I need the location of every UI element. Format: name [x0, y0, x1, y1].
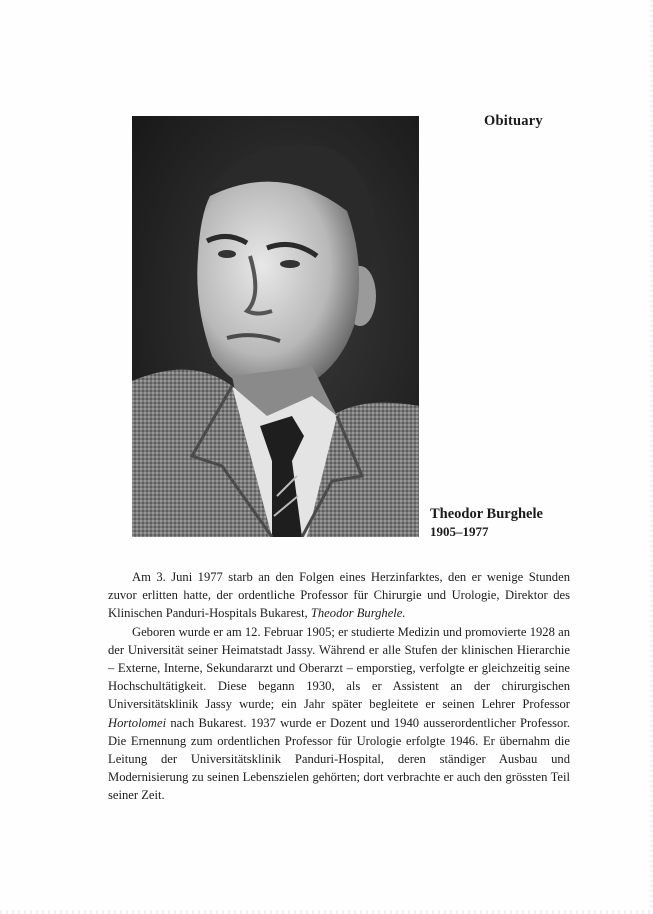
- obituary-body: [108, 568, 570, 805]
- caption-name: Theodor Burghele: [430, 506, 543, 522]
- paragraph-text: Am 3. Juni 1977 starb an den Folgen eines Herzinfarktes, den er wenige Stunden zuvor erlitten hatte, der ordentliche Professor für Chirurgie und Urologie, Direktor des Klinischen Panduri-Hospitals Bukarest,: [108, 570, 570, 621]
- portrait-photo-icon: [132, 116, 419, 537]
- paragraph: [108, 568, 570, 623]
- paragraph: [108, 623, 570, 805]
- paragraph-text: Geboren wurde er am 12. Februar 1905; er studierte Medizin und promovierte 1928 an der Universität seiner Heimatstadt Jassy. Während er alle Stufen der klinischen Hierarchie – Externe, Interne, Sekundararzt und Oberarzt – emporstieg, verfolgte er gleichzeitig seine Hochschultätigkeit. Diese begann 1930, als er Assistent an der chirurgischen Universitätsklinik Jassy wurde; ein Jahr später begleitete er seinen Lehrer Professor: [108, 624, 570, 712]
- page-edge: [0, 910, 653, 914]
- person-name-italic: Hortolomei: [108, 715, 167, 730]
- paragraph-text: nach Bukarest. 1937 wurde er Dozent und 1940 ausserordentlicher Professor. Die Ernennung zum ordentlichen Professor für Urologie erfolgte 1946. Er übernahm die Leitung der Universitätsklinik Panduri-Hospital, deren ständiger Ausbau und Modernisierung zu seinen Lebenszielen gehörten; dort verbrachte er auch den grössten Teil seiner Zeit.: [108, 715, 570, 803]
- person-name-italic: Theodor Burghele.: [310, 606, 406, 621]
- photo-caption: [430, 505, 543, 541]
- caption-years: 1905–1977: [430, 524, 489, 539]
- portrait-photo: [132, 116, 419, 537]
- section-label: Obituary: [484, 113, 543, 129]
